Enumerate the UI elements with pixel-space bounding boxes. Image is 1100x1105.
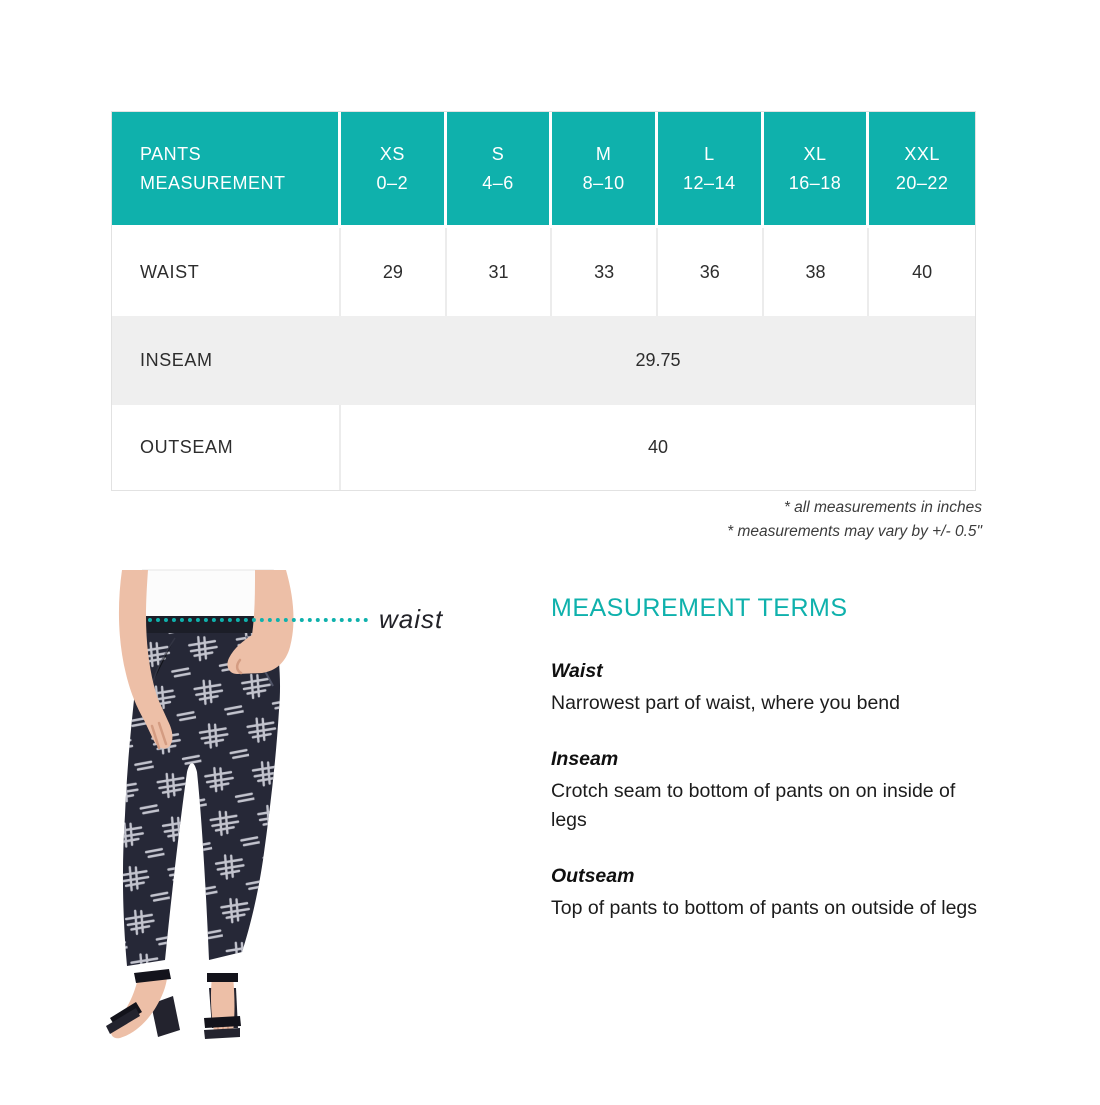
header-title-line2: MEASUREMENT — [140, 172, 286, 193]
waist-value-l: 36 — [658, 228, 764, 316]
size-name: XXL — [904, 143, 940, 164]
header-cell-l — [658, 112, 764, 228]
header-cell-xxl — [869, 112, 975, 228]
header-cell-m — [552, 112, 658, 228]
definition-waist: Narrowest part of waist, where you bend — [551, 692, 901, 714]
inseam-value: 29.75 — [341, 316, 975, 405]
size-name: XL — [803, 143, 827, 164]
model-photo — [80, 560, 380, 1100]
size-range: 0–2 — [376, 172, 409, 193]
white-top — [142, 570, 274, 622]
size-name: S — [491, 143, 505, 164]
left-shoe — [106, 969, 180, 1038]
waist-value-xs: 29 — [341, 228, 447, 316]
size-name: XS — [379, 143, 405, 164]
waist-value-xl: 38 — [764, 228, 870, 316]
waist-value-s: 31 — [447, 228, 553, 316]
term-inseam: Inseam — [551, 748, 619, 770]
size-name: L — [704, 143, 715, 164]
header-cell-s — [447, 112, 553, 228]
footnote-units: * all measurements in inches — [783, 499, 982, 516]
size-name: M — [595, 143, 612, 164]
header-cell-xs — [341, 112, 447, 228]
table-footnotes — [500, 496, 982, 544]
size-range: 16–18 — [788, 172, 842, 193]
right-shoe — [204, 973, 241, 1039]
inseam-row-label: INSEAM — [112, 316, 341, 405]
size-range: 4–6 — [482, 172, 514, 193]
header-cell-pants-measurement — [112, 112, 341, 228]
size-range: 8–10 — [582, 172, 625, 193]
size-range: 12–14 — [683, 172, 736, 193]
size-range: 20–22 — [895, 172, 949, 193]
outseam-row-label: OUTSEAM — [112, 405, 341, 490]
definition-inseam: Crotch seam to bottom of pants on on inside of legs — [551, 780, 956, 831]
waist-row-label: WAIST — [112, 228, 341, 316]
term-waist: Waist — [551, 660, 603, 682]
footnote-tolerance: * measurements may vary by +/- 0.5" — [727, 523, 982, 540]
header-cell-xl — [764, 112, 870, 228]
size-table — [111, 111, 976, 491]
term-outseam: Outseam — [551, 865, 635, 887]
definition-outseam: Top of pants to bottom of pants on outside of legs — [551, 897, 978, 919]
waist-value-xxl: 40 — [912, 261, 933, 282]
waist-annotation-line — [148, 618, 368, 622]
model-photo-illustration — [80, 560, 380, 1100]
terms-heading: MEASUREMENT TERMS — [551, 594, 848, 622]
waist-value-m: 33 — [552, 228, 658, 316]
waist-annotation-label: waist — [379, 604, 444, 634]
header-title-line1: PANTS — [140, 143, 202, 164]
outseam-value: 40 — [647, 437, 668, 457]
measurement-terms — [551, 593, 983, 952]
